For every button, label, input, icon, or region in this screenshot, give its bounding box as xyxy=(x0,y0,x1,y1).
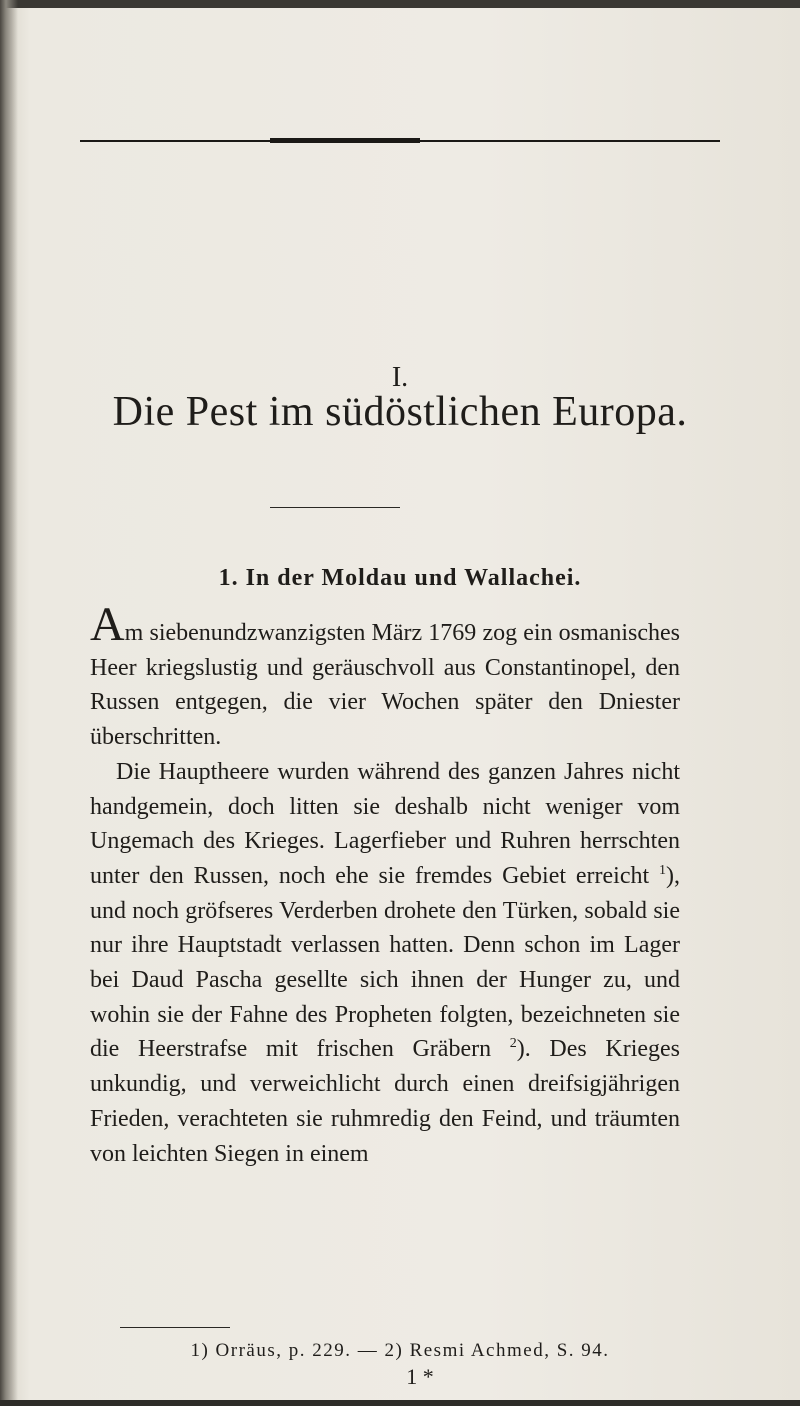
body-text xyxy=(90,598,681,1171)
section-heading: 1. In der Moldau und Wallachei. xyxy=(218,565,582,591)
paragraph-2 xyxy=(90,755,680,1171)
paragraph-1 xyxy=(90,598,680,755)
footnotes: 1) Orräus, p. 229. — 2) Resmi Achmed, S. 94. xyxy=(190,1340,610,1361)
page-top-edge xyxy=(0,0,800,8)
title-rule xyxy=(270,507,400,508)
spine-shadow xyxy=(0,0,18,1406)
paragraph-2-text-b: ), und noch gröfseres Verderben drohete den Türken, sobald sie nur ihre Hauptstadt verlassen hatten. Denn schon im Lager bei Daud Pascha gesellte sich ihnen der Hunger zu, und wohin sie der Fahne des Propheten folgten, bezeichneten sie die Heerstrafse mit frischen Gräbern xyxy=(90,862,681,1063)
paragraph-2-text-a: Die Hauptheere wurden während des ganzen Jahres nicht handgemein, doch litten sie deshalb nicht weniger vom Ungemach des Krieges. Lagerfieber und Ruhren herrschten unter den Russen, noch ehe sie fremdes Gebiet erreicht xyxy=(90,758,680,889)
paragraph-1-text: m siebenundzwanzigsten März 1769 zog ein osmanisches Heer kriegslustig und geräuschvoll aus Constantinopel, den Russen entgegen, die vier Wochen später den Dniester überschritten. xyxy=(90,620,680,751)
page-bottom-edge xyxy=(0,1400,800,1406)
chapter-number: I. xyxy=(391,362,409,393)
chapter-title: Die Pest im südöstlichen Europa. xyxy=(112,389,688,435)
footnote-ref-1: 1 xyxy=(659,862,667,878)
drop-cap: A xyxy=(90,598,125,651)
paragraph-2-text-c: ). Des Krieges unkundig, und verweichlicht durch einen dreifsigjährigen Frieden, verachteten sie ruhmredig den Feind, und träumten von leichten Siegen in einem xyxy=(90,1036,681,1167)
footnote-ref-2: 2 xyxy=(509,1036,517,1052)
top-rule-bold-segment xyxy=(270,138,420,143)
signature-mark: 1 * xyxy=(406,1364,434,1389)
footnote-rule xyxy=(120,1327,230,1328)
